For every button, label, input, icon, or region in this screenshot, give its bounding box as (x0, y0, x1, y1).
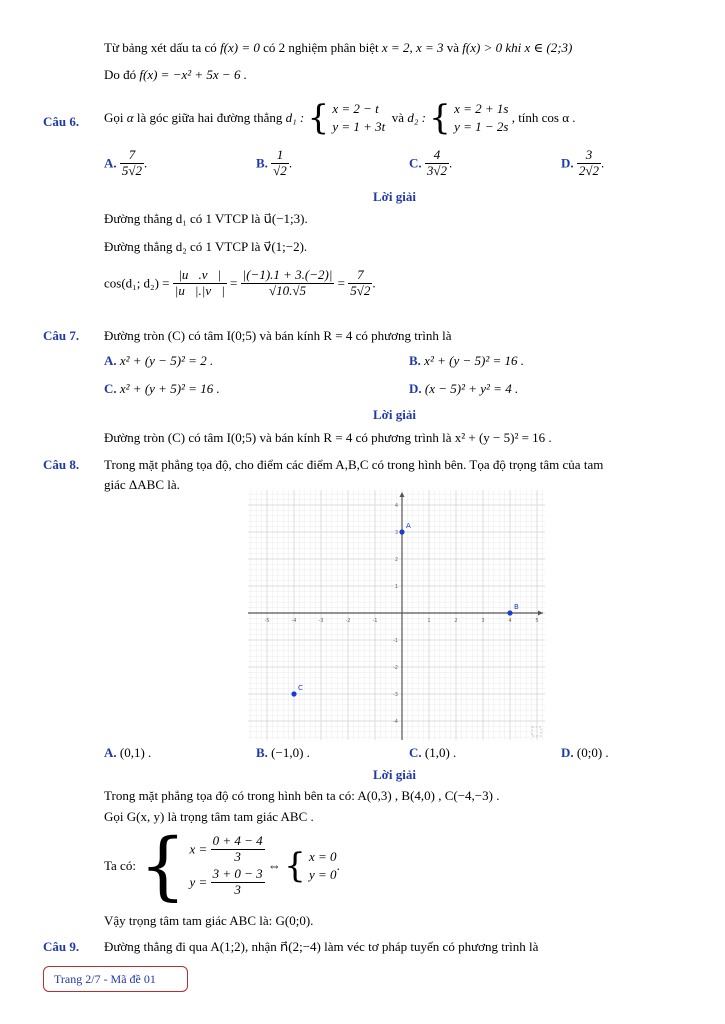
page-footer: Trang 2/7 - Mã đề 01 (43, 966, 188, 992)
q6-sol-line-2: Đường thẳng d₂ có 1 VTCP là v⃗(1;−2). (104, 239, 308, 254)
q8-solution-title: Lời giải (373, 767, 416, 782)
q6-label: Câu 6. (43, 114, 80, 129)
q8-option-d[interactable]: D. (0;0) . (561, 745, 609, 760)
intro-line-1: Từ bảng xét dấu ta có f(x) = 0 có 2 nghiệm phân biệt x = 2, x = 3 và f(x) > 0 khi x ∈ (2;3) (104, 40, 573, 55)
q8-sol-system: Ta có: { x = $\frac{0 + 4 - 4}{3}$ y = $\frac{3 + 0 - 3}{3}$ ⇔ { x = 0 y = 0. (104, 823, 340, 909)
x-tick-label: -1 (372, 618, 378, 624)
y-tick-label: -4 (393, 719, 398, 725)
y-tick-label: 1 (394, 584, 398, 590)
q8-option-c[interactable]: C. (1,0) . (409, 745, 457, 760)
x-tick-label: 2 (454, 618, 458, 624)
q8-label: Câu 8. (43, 457, 80, 472)
d1-system: x = 2 − t y = 1 + 3t (332, 101, 386, 134)
q8-sol-conclusion: Vậy trọng tâm tam giác ABC là: G(0;0). (104, 913, 314, 928)
point-label-a: A (406, 522, 411, 530)
point-label-c: C (298, 684, 303, 692)
brace-icon: { (429, 97, 451, 138)
point-a (399, 529, 404, 534)
x-tick-label: -2 (345, 618, 351, 624)
q7-label: Câu 7. (43, 328, 80, 343)
brace-icon: { (139, 823, 187, 909)
q8-option-b[interactable]: B. (−1,0) . (256, 745, 310, 760)
q8-statement-line-1: Trong mặt phẳng tọa độ, cho điểm các điểm A,B,C có trong hình bên. Tọa độ trọng tâm của tam (104, 457, 604, 472)
coordinate-graph (248, 490, 545, 740)
q7-option-a[interactable]: A. x² + (y − 5)² = 2 . (104, 353, 214, 368)
q6-option-a[interactable]: A. $\frac{7}{5√2}$ . (104, 147, 148, 178)
q6-solution-title: Lời giải (373, 189, 416, 204)
intro-line-2: Do đó f(x) = −x² + 5x − 6 . (104, 67, 247, 82)
y-tick-label: 4 (394, 503, 398, 509)
y-tick-label: -3 (393, 692, 398, 698)
q7-statement: Đường tròn (C) có tâm I(0;5) và bán kính R = 4 có phương trình là (104, 328, 452, 343)
q8-sol-line-1: Trong mặt phẳng tọa độ có trong hình bên ta có: A(0,3) , B(4,0) , C(−4,−3) . (104, 788, 500, 803)
brace-icon: { (284, 846, 306, 886)
x-tick-label: 1 (427, 618, 431, 624)
q6-statement: Gọi α là góc giữa hai đường thẳng d₁ : { x = 2 − t y = 1 + 3t và d₂ : { x = 2 + 1s y = 1 − 2s , tính cos α . (104, 97, 576, 138)
point-b (507, 610, 512, 615)
x-tick-label: -5 (264, 618, 270, 624)
q7-option-c[interactable]: C. x² + (y + 5)² = 16 . (104, 381, 220, 396)
q7-option-d[interactable]: D. (x − 5)² + y² = 4 . (409, 381, 519, 396)
q7-solution-title: Lời giải (373, 407, 416, 422)
point-label-b: B (514, 603, 519, 611)
q8-statement-line-2: giác ΔABC là. (104, 477, 180, 492)
y-tick-label: 3 (394, 530, 398, 536)
q6-option-b[interactable]: B. $\frac{1}{√2}$ . (256, 147, 293, 178)
q9-label: Câu 9. (43, 939, 80, 954)
q7-option-b[interactable]: B. x² + (y − 5)² = 16 . (409, 353, 524, 368)
x-tick-label: 4 (508, 618, 512, 624)
q9-statement: Đường thẳng đi qua A(1;2), nhận n⃗(2;−4) làm véc tơ pháp tuyến có phương trình là (104, 939, 539, 954)
x-tick-label: -4 (291, 618, 297, 624)
q6-option-d[interactable]: D. $\frac{3}{2√2}$ . (561, 147, 605, 178)
q8-sol-line-2: Gọi G(x, y) là trọng tâm tam giác ABC . (104, 809, 314, 824)
brace-icon: { (307, 97, 330, 138)
x-tick-label: 5 (535, 618, 539, 624)
x-tick-label: 3 (481, 618, 485, 624)
d2-system: x = 2 + 1s y = 1 − 2s (454, 101, 509, 134)
y-tick-label: 2 (394, 557, 398, 563)
point-c (291, 691, 296, 696)
q7-sol-line-1: Đường tròn (C) có tâm I(0;5) và bán kính R = 4 có phương trình là x² + (y − 5)² = 16 . (104, 430, 552, 445)
q6-cos-formula: cos(d₁; d₂) = $\frac{|u⃗.v⃗|}{|u⃗|.|v⃗|}$ = $\frac{|(-1).1 + 3.(-2)|}{√10.√5}$ = $\frac{7}{5√2}$ . (104, 267, 376, 298)
q8-option-a[interactable]: A. (0,1) . (104, 745, 152, 760)
q6-sol-line-1: Đường thẳng d₁ có 1 VTCP là u⃗(−1;3). (104, 211, 308, 226)
y-tick-label: -1 (393, 638, 398, 644)
coordinate-plane (248, 490, 545, 740)
y-tick-label: -2 (393, 665, 398, 671)
q6-option-c[interactable]: C. $\frac{4}{3√2}$ . (409, 147, 453, 178)
x-tick-label: -3 (318, 618, 324, 624)
